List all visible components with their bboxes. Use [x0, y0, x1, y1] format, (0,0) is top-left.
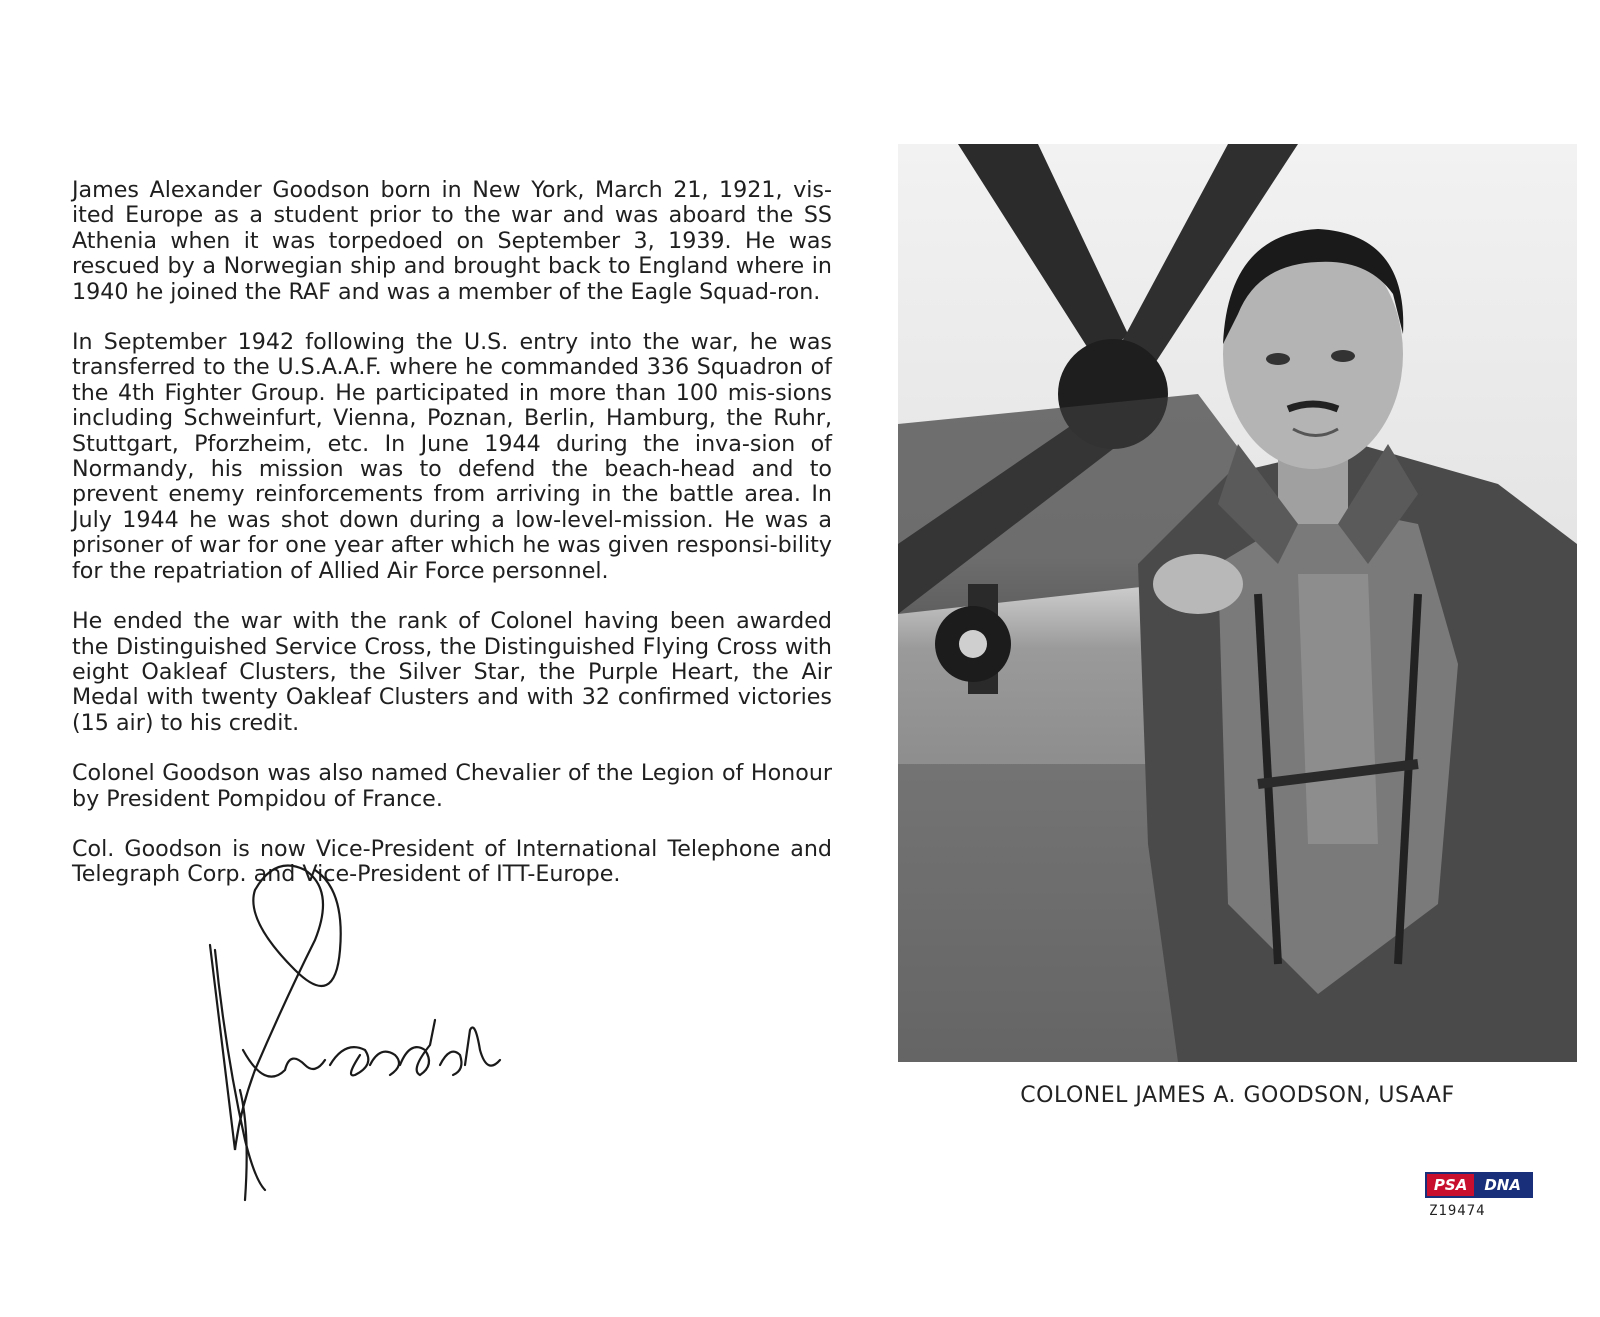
bio-paragraph-5: Col. Goodson is now Vice-President of International Telephone and Telegraph Corp. and Vice-President of ITT-Europe.	[72, 835, 832, 888]
dna-logo-text: DNA	[1474, 1174, 1531, 1196]
bio-paragraph-3: He ended the war with the rank of Colonel having been awarded the Distinguished Service Cross, the Distinguished Flying Cross with eight Oakleaf Clusters, the Silver Star, the Purple Heart, the Air Medal with twenty Oakleaf Clusters and with 32 confirmed victories (15 air) to his credit.	[72, 608, 832, 736]
psa-dna-logo	[1425, 1172, 1533, 1198]
certificate-number: Z19474	[1429, 1203, 1486, 1219]
bio-paragraph-1: James Alexander Goodson born in New York, March 21, 1921, vis-ited Europe as a student prior to the war and was aboard the SS Athenia when it was torpedoed on September 3, 1939. He was rescued by a Norwegian ship and brought back to England where in 1940 he joined the RAF and was a member of the Eagle Squad-ron.	[72, 177, 832, 305]
bio-paragraph-4: Colonel Goodson was also named Chevalier of the Legion of Honour by President Pompidou of France.	[72, 760, 832, 812]
autograph-signature	[195, 850, 535, 1230]
psa-logo-text: PSA	[1427, 1174, 1474, 1196]
photo-caption: COLONEL JAMES A. GOODSON, USAAF	[1020, 1083, 1455, 1108]
biography-text	[72, 178, 832, 913]
pilot-photograph	[898, 144, 1577, 1062]
bio-paragraph-2: In September 1942 following the U.S. entry into the war, he was transferred to the U.S.A.A.F. where he commanded 336 Squadron of the 4th Fighter Group. He participated in more than 100 mis-sions including Schweinfurt, Vienna, Poznan, Berlin, Hamburg, the Ruhr, Stuttgart, Pforzheim, etc. In June 1944 during the inva-sion of Normandy, his mission was to defend the beach-head and to prevent enemy reinforcements from arriving in the battle area. In July 1944 he was shot down during a low-level-mission. He was a prisoner of war for one year after which he was given responsi-bility for the repatriation of Allied Air Force personnel.	[72, 329, 832, 584]
